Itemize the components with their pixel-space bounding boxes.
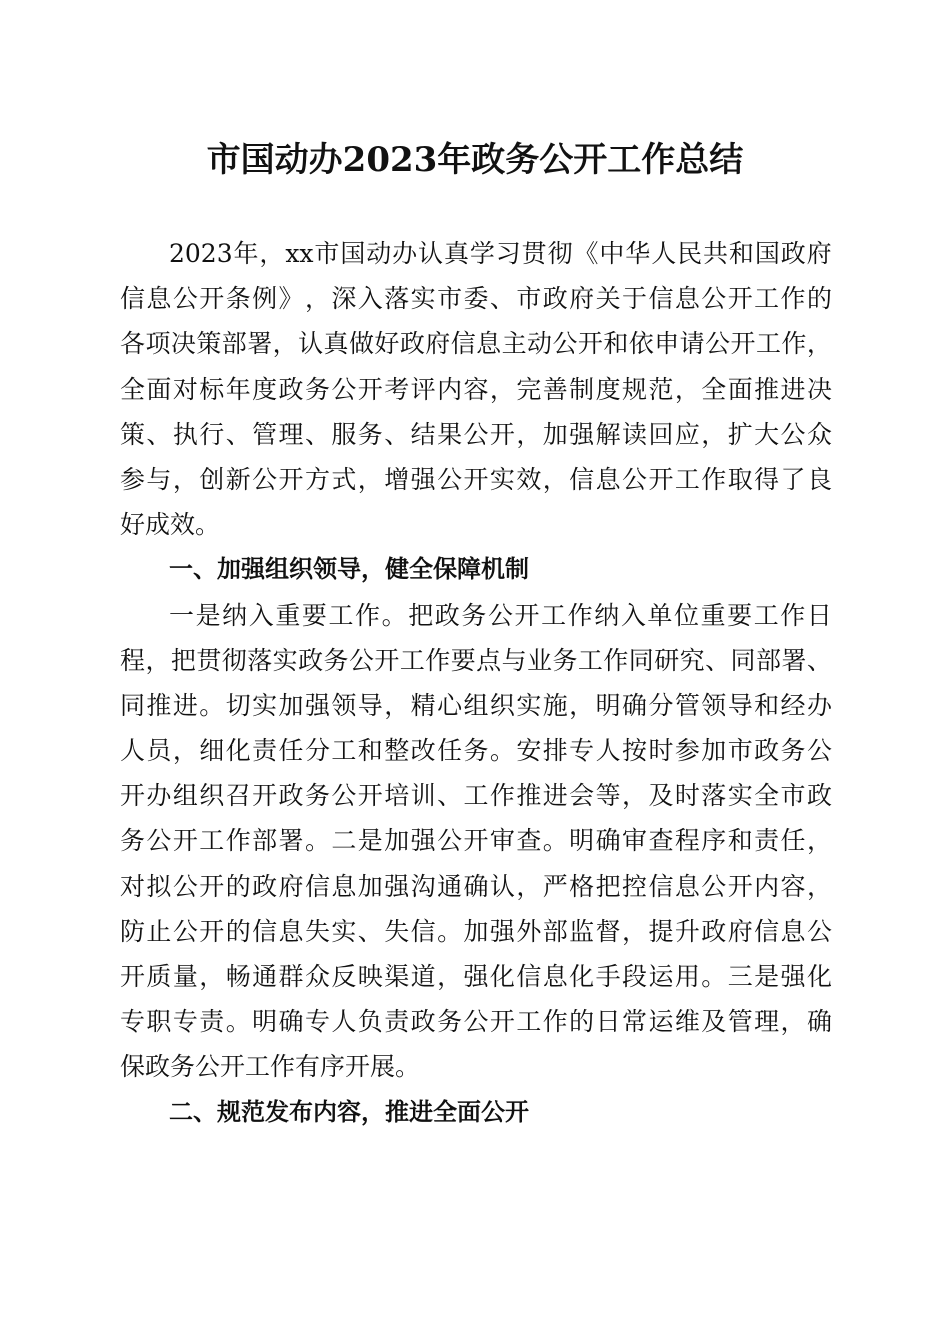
body-text-line: 开 办 组 织 召 开 政 务 公 开 培 训 、 工 作 推 进 会 等 ， 及 时 落 实 全 市 政 [120, 781, 832, 811]
document-title: 市国动办2023年政务公开工作总结 [206, 140, 744, 180]
body-text-line: 参 与 ， 创 新 公 开 方 式 ， 增 强 公 开 实 效 ， 信 息 公 开 工 作 取 得 了 良 [120, 464, 832, 494]
body-text-line: 一 是 纳 入 重 要 工 作 。 把 政 务 公 开 工 作 纳 入 单 位 重 要 工 作 日 [169, 600, 832, 630]
body-text-line: 策 、 执 行 、 管 理 、 服 务 、 结 果 公 开 ， 加 强 解 读 回 应 ， 扩 大 公 众 [120, 419, 832, 449]
document-body [120, 231, 832, 1135]
body-text-line: 同 推 进 。 切 实 加 强 领 导 ， 精 心 组 织 实 施 ， 明 确 分 管 领 导 和 经 办 [120, 690, 832, 720]
section-heading: 一、加强组织领导，健全保障机制 [169, 555, 529, 584]
body-text-line: 务 公 开 工 作 部 署 。 二 是 加 强 公 开 审 查 。 明 确 审 查 程 序 和 责 任 ， [120, 826, 832, 856]
body-text-line: 全 面 对 标 年 度 政 务 公 开 考 评 内 容 ， 完 善 制 度 规 范 ， 全 面 推 进 决 [120, 374, 832, 404]
body-text-line: 程 ， 把 贯 彻 落 实 政 务 公 开 工 作 要 点 与 业 务 工 作 同 研 究 、 同 部 署 、 [120, 645, 832, 675]
body-text-line: 专 职 专 责 。 明 确 专 人 负 责 政 务 公 开 工 作 的 日 常 运 维 及 管 理 ， 确 [120, 1007, 832, 1037]
body-text-line: 2023 年 ， xx 市 国 动 办 认 真 学 习 贯 彻 《 中 华 人 民 共 和 国 政 府 [169, 239, 832, 268]
body-text-line: 信 息 公 开 条 例 》 ， 深 入 落 实 市 委 、 市 政 府 关 于 信 息 公 开 工 作 的 [120, 284, 832, 314]
body-text-line: 人 员 ， 细 化 责 任 分 工 和 整 改 任 务 。 安 排 专 人 按 时 参 加 市 政 务 公 [120, 736, 832, 766]
body-text-line: 防 止 公 开 的 信 息 失 实 、 失 信 。 加 强 外 部 监 督 ， 提 升 政 府 信 息 公 [120, 916, 832, 946]
body-text-line: 开 质 量 ， 畅 通 群 众 反 映 渠 道 ， 强 化 信 息 化 手 段 运 用 。 三 是 强 化 [120, 962, 832, 991]
body-text-line: 保政务公开工作有序开展。 [120, 1052, 421, 1082]
body-text-line: 对 拟 公 开 的 政 府 信 息 加 强 沟 通 确 认 ， 严 格 把 控 信 息 公 开 内 容 ， [120, 871, 832, 901]
body-text-line: 好成效。 [120, 510, 221, 540]
body-text-line: 各 项 决 策 部 署 ， 认 真 做 好 政 府 信 息 主 动 公 开 和 依 申 请 公 开 工 作 ， [120, 329, 832, 359]
section-heading: 二、规范发布内容，推进全面公开 [169, 1097, 529, 1126]
